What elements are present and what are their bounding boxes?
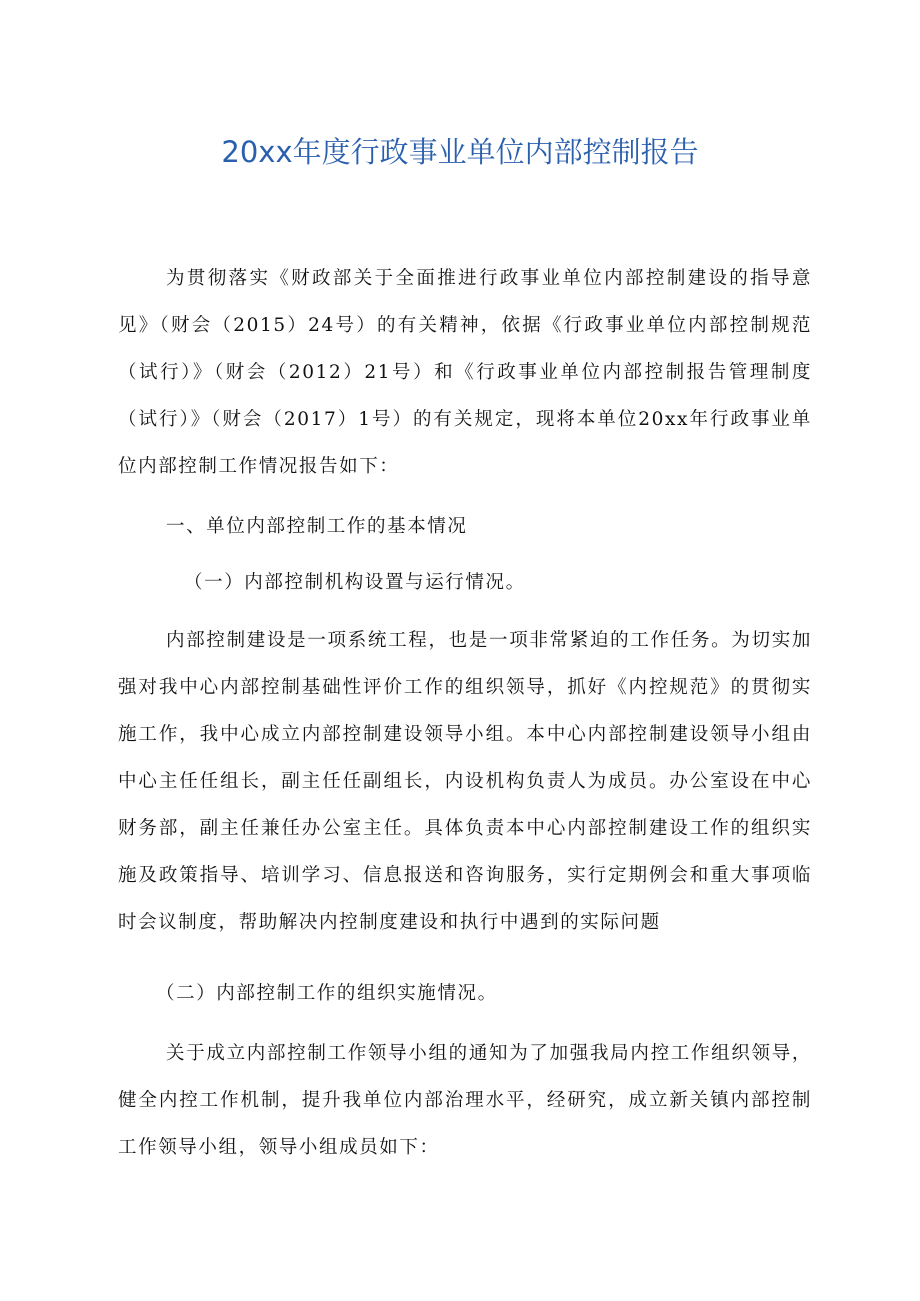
subsection-1-paragraph: 内部控制建设是一项系统工程，也是一项非常紧迫的工作任务。为切实加强对我中心内部控制基础性评价工作的组织领导，抓好《内控规范》的贯彻实施工作，我中心成立内部控制建设领导小组。本中心内部控制建设领导小组由中心主任任组长，副主任任副组长，内设机构负责人为成员。办公室设在中心财务部，副主任兼任办公室主任。具体负责本中心内部控制建设工作的组织实施及政策指导、培训学习、信息报送和咨询服务，实行定期例会和重大事项临时会议制度，帮助解决内控制度建设和执行中遇到的实际问题	[118, 630, 812, 933]
subsection-2-content	[118, 1030, 812, 1171]
section-1-heading: 一、单位内部控制工作的基本情况	[166, 516, 468, 537]
subsection-2-paragraph: 关于成立内部控制工作领导小组的通知为了加强我局内控工作组织领导，健全内控工作机制，提升我单位内部治理水平，经研究，成立新关镇内部控制工作领导小组，领导小组成员如下：	[118, 1043, 812, 1158]
intro-paragraph: 为贯彻落实《财政部关于全面推进行政事业单位内部控制建设的指导意见》（财会（2015）24号）的有关精神，依据《行政事业单位内部控制规范（试行）》（财会（2012）21号）和《行政事业单位内部控制报告管理制度（试行）》（财会（2017）1号）的有关规定，现将本单位20xx年行政事业单位内部控制工作情况报告如下：	[118, 268, 812, 477]
subsection-1	[118, 559, 812, 606]
subsection-2	[118, 970, 812, 1017]
subsection-2-heading: （二）内部控制工作的组织实施情况。	[156, 983, 498, 1004]
intro-section	[118, 255, 812, 490]
subsection-1-heading: （一）内部控制机构设置与运行情况。	[184, 572, 526, 593]
subsection-1-content	[118, 617, 812, 946]
document-title: 20xx年度行政事业单位内部控制报告	[221, 135, 699, 169]
section-1	[118, 503, 812, 550]
